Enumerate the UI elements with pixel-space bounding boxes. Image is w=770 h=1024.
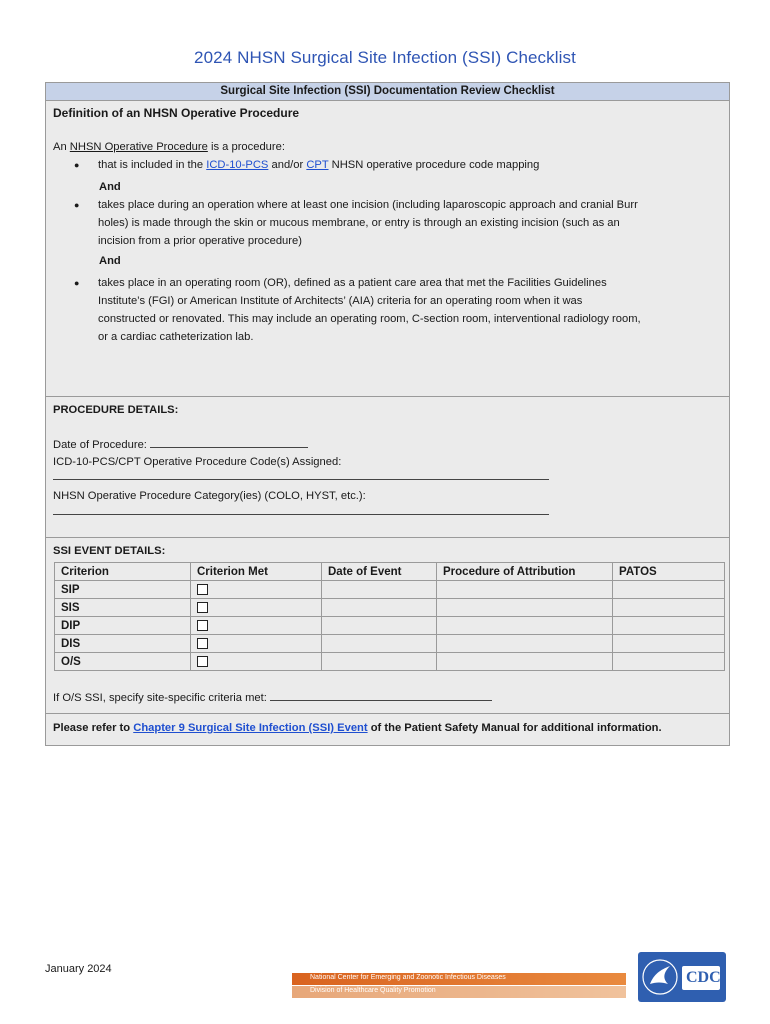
date-of-procedure-row bbox=[53, 438, 308, 451]
date-of-event-cell[interactable] bbox=[322, 617, 437, 635]
dhqp-band-text: Division of Healthcare Quality Promotion bbox=[310, 987, 436, 994]
procedure-details-section bbox=[46, 397, 729, 538]
ssi-event-section bbox=[46, 538, 729, 714]
intro-prefix: An bbox=[53, 141, 70, 153]
criterion-met-cell bbox=[191, 617, 322, 635]
table-row bbox=[55, 581, 725, 599]
procedure-of-attribution-cell[interactable] bbox=[437, 617, 613, 635]
dhqp-band bbox=[292, 986, 626, 998]
os-criteria-row bbox=[53, 691, 492, 704]
definition-heading: Definition of an NHSN Operative Procedure bbox=[53, 106, 300, 120]
ssi-event-heading: SSI EVENT DETAILS: bbox=[53, 545, 166, 557]
criterion-met-cell bbox=[191, 635, 322, 653]
checkbox[interactable] bbox=[197, 620, 208, 631]
checkbox[interactable] bbox=[197, 602, 208, 613]
ssi-event-table bbox=[54, 562, 725, 671]
and-label-1: And bbox=[99, 181, 121, 193]
procedure-of-attribution-cell[interactable] bbox=[437, 635, 613, 653]
checklist-box bbox=[45, 82, 730, 746]
criterion-cell: O/S bbox=[55, 653, 191, 671]
footer-date: January 2024 bbox=[45, 963, 112, 975]
procedure-of-attribution-cell[interactable] bbox=[437, 581, 613, 599]
date-of-procedure-field[interactable] bbox=[150, 438, 308, 448]
column-header: Date of Event bbox=[322, 563, 437, 581]
bullet-2-line-2: holes) is made through the skin or mucous membrane, or entry is through an existing incision (such as an bbox=[98, 217, 620, 229]
checklist-header: Surgical Site Infection (SSI) Documentation Review Checklist bbox=[46, 83, 729, 101]
cdc-logo bbox=[638, 952, 726, 1002]
bullet-3-line-4: or a cardiac catheterization lab. bbox=[98, 331, 254, 343]
procedure-details-heading: PROCEDURE DETAILS: bbox=[53, 404, 179, 416]
os-criteria-field[interactable] bbox=[270, 691, 492, 701]
procedure-code-field[interactable] bbox=[53, 470, 549, 480]
procedure-of-attribution-cell[interactable] bbox=[437, 599, 613, 617]
procedure-of-attribution-cell[interactable] bbox=[437, 653, 613, 671]
date-of-event-cell[interactable] bbox=[322, 653, 437, 671]
date-of-event-cell[interactable] bbox=[322, 599, 437, 617]
bullet1-suffix: NHSN operative procedure code mapping bbox=[328, 159, 540, 171]
criterion-met-cell bbox=[191, 599, 322, 617]
bullet-2-line-3: incision from a prior operative procedure) bbox=[98, 235, 302, 247]
procedure-code-label: ICD-10-PCS/CPT Operative Procedure Code(s) Assigned: bbox=[53, 456, 342, 468]
patos-cell[interactable] bbox=[613, 653, 725, 671]
bullet-3-line-2: Institute’s (FGI) or American Institute of Architects’ (AIA) criteria for an operating room when it was bbox=[98, 295, 583, 307]
cpt-link[interactable]: CPT bbox=[306, 159, 329, 171]
patos-cell[interactable] bbox=[613, 617, 725, 635]
table-header-row bbox=[55, 563, 725, 581]
column-header: Criterion Met bbox=[191, 563, 322, 581]
patos-cell[interactable] bbox=[613, 635, 725, 653]
procedure-category-field[interactable] bbox=[53, 505, 549, 515]
procedure-category-row bbox=[53, 505, 549, 518]
procedure-category-label: NHSN Operative Procedure Category(ies) (COLO, HYST, etc.): bbox=[53, 490, 366, 502]
intro-suffix: is a procedure: bbox=[207, 141, 285, 153]
refer-prefix: Please refer to bbox=[53, 722, 134, 734]
date-of-event-cell[interactable] bbox=[322, 581, 437, 599]
refer-note bbox=[53, 722, 662, 734]
date-of-event-cell[interactable] bbox=[322, 635, 437, 653]
table-row bbox=[55, 599, 725, 617]
criterion-cell: SIS bbox=[55, 599, 191, 617]
bullet-icon: ● bbox=[74, 160, 80, 170]
checkbox[interactable] bbox=[197, 584, 208, 595]
date-of-procedure-label: Date of Procedure: bbox=[53, 439, 147, 451]
refer-section bbox=[46, 714, 729, 745]
ncezid-band bbox=[292, 973, 626, 985]
checkbox[interactable] bbox=[197, 656, 208, 667]
procedure-code-row bbox=[53, 470, 549, 483]
bullet-2-line-1: takes place during an operation where at least one incision (including laparoscopic approach and cranial Burr bbox=[98, 199, 638, 211]
os-criteria-label: If O/S SSI, specify site-specific criteria met: bbox=[53, 692, 267, 704]
bullet1-prefix: that is included in the bbox=[98, 159, 207, 171]
bullet-3-line-3: constructed or renovated. This may include an operating room, C-section room, interventional radiology room, bbox=[98, 313, 641, 325]
refer-suffix: of the Patient Safety Manual for additional information. bbox=[367, 722, 662, 734]
chapter-9-link[interactable]: Chapter 9 Surgical Site Infection (SSI) Event bbox=[133, 722, 368, 734]
bullet-1 bbox=[98, 159, 539, 171]
column-header: Procedure of Attribution bbox=[437, 563, 613, 581]
cdc-logo-text: CDC bbox=[686, 969, 721, 986]
checkbox[interactable] bbox=[197, 638, 208, 649]
table-row bbox=[55, 617, 725, 635]
patos-cell[interactable] bbox=[613, 599, 725, 617]
table-row bbox=[55, 635, 725, 653]
icd-10-pcs-link[interactable]: ICD-10-PCS bbox=[206, 159, 269, 171]
and-label-2: And bbox=[99, 255, 121, 267]
criterion-cell: DIP bbox=[55, 617, 191, 635]
criterion-met-cell bbox=[191, 653, 322, 671]
definition-section bbox=[46, 101, 729, 397]
bullet1-mid: and/or bbox=[268, 159, 307, 171]
criterion-cell: DIS bbox=[55, 635, 191, 653]
column-header: PATOS bbox=[613, 563, 725, 581]
page-title: 2024 NHSN Surgical Site Infection (SSI) Checklist bbox=[194, 48, 576, 67]
bullet-3-line-1: takes place in an operating room (OR), defined as a patient care area that met the Facilities Guidelines bbox=[98, 277, 607, 289]
criterion-met-cell bbox=[191, 581, 322, 599]
patos-cell[interactable] bbox=[613, 581, 725, 599]
bullet-icon: ● bbox=[74, 278, 80, 288]
nhsn-operative-procedure-term: NHSN Operative Procedure bbox=[69, 141, 208, 153]
column-header: Criterion bbox=[55, 563, 191, 581]
table-row bbox=[55, 653, 725, 671]
bullet-icon: ● bbox=[74, 200, 80, 210]
ncezid-band-text: National Center for Emerging and Zoonotic Infectious Diseases bbox=[310, 974, 506, 981]
definition-intro bbox=[53, 141, 285, 153]
criterion-cell: SIP bbox=[55, 581, 191, 599]
